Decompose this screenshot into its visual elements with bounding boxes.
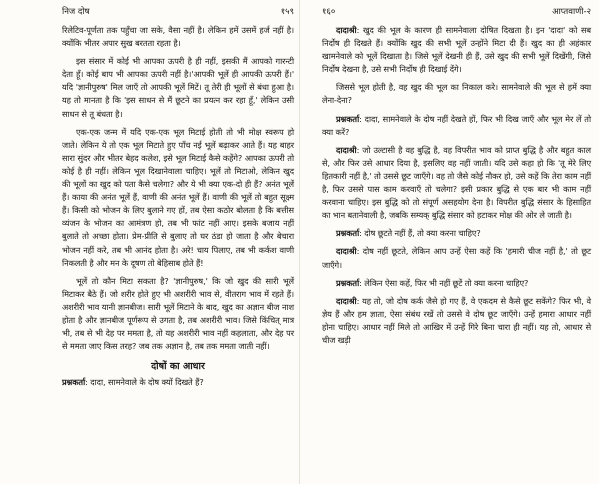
dialogue-text: : खुद की भूल के कारण ही सामनेवाला दोषित दिखता है। इन 'दादा' को सब निर्दोष ही दिखते हैं। क्योंकि खुद की सभी भूलें उन्होंने मिटा दी हैं। खुद का ही अहंकार खामनेवाले को भूलें दिखाता है। जिसे भूलें देखनी ही हैं, उसे खुद की सभी भूलें दिखेंगी, जिसे निर्दोष देखना है, उसे सभी निर्दोष ही दिखाई देंगे। [322,25,591,75]
chapter-title: निज दोष [62,7,90,17]
speaker-label: दादाश्री [336,295,357,306]
dialogue-text: : लेकिन ऐसा कहें, फिर भी नहीं छूटें तो क्या करना चाहिए? [359,277,529,288]
dialogue-text: : जो उल्टासी है वह बुद्धि है, वह विपरीत भाव को प्राप्त बुद्धि है और बहुत काल से, और फिर उसे आधार दिया है, इसलिए वह नहीं जाती। यदि उसे कहा हो कि 'तू मेरे लिए हितकारी नहीं है,' तो उससे छूट जाएँगे। वह तो जैसे कोई नौकर हो, उसे कहें कि तेरा काम नहीं है, फिर उससे पास काम करवाएँ तो चलेगा? इसी प्रकार बुद्धि से एक बार भी काम नहीं करवाना चाहिए। इस बुद्धि को तो संपूर्ण असहयोग देना है। विपरीत बुद्धि संसार के हिसाहित का भान बतानेवाली है, जबकि सम्यक् बुद्धि संसार को हटाकर मोक्ष की ओर ले जाती है। [322,144,591,221]
paragraph: एक-एक जन्म में यदि एक-एक भूल मिटाई होती तो भी मोक्ष स्वरूप हो जाते। लेकिन ये तो एक भूल मिटाते हुए पाँच नई भूलें बढ़ाकर आते हैं। यह बाहर सारा सुंदर और भीतर बेहद कलेश, इसे भूल मिटाई कैसे कहेंगे? आपका ऊपरी तो कोई है ही नहीं। लेकिन भूल दिखानेवाला चाहिए। भूलें तो मिटाओ, लेकिन खुद की भूलों का खुद को पता कैसे चलेगा? और ये भी क्या एक-दो ही हैं? अनंत भूलें हैं। काया की अनंत भूलें हैं, वाणी की अनंत भूलें हैं। वाणी की भूलें तो बहुत सूक्ष्म हैं। किसी को भोजन के लिए बुलाने गए हों, तब ऐसा कठोर बोलता है कि बत्तीस व्यंजन के भोजन का आमंत्रण हो, तब भी फांट नहीं आए। इसके बजाय नहीं बुलाते तो अच्छा होता। प्रेम-प्रीति से बुलाए तो घर ठंडा हो जाता है और बेचारा भोजन नहीं करे, तब भी आनंद होता है। अरे! चाय पिलाए, तब भी कर्कश वाणी निकलती है और मन के दूषण तो बेहिसाब होते हैं! [62,126,294,268]
dialogue-text: : दोष नहीं छूटते, लेकिन आप उन्हें ऐसा कहें कि 'हमारी चीज नहीं है,' तो छूट जाएँगे। [322,246,591,270]
right-page-header [322,6,591,20]
dialogue-block [322,113,591,139]
speaker-label: प्रश्नकर्ता [62,377,86,388]
section-heading: दोषों का आधार [151,361,205,373]
dialogue-text: : दादा, सामनेवाले के दोष नहीं देखते हों, फिर भी दिख जाएँ और भूल मेर लें तो क्या करें? [322,113,591,137]
page-number-left: १५९ [280,7,294,17]
dialogue-text: : दोष छूटते नहीं हैं, तो क्या करना चाहिए? [359,228,481,239]
dialogue-text: : यह तो, जो दोष कर्क जैसे हो गए हैं, वे एकदम से कैसे छूट सकेंगे? फिर भी, वे ज्ञेय हैं और हम ज्ञाता, ऐसा संबंध रखें तो उससे वे दोष छूट जाएँगे। उन्हें हमारा आधार नहीं होना चाहिए। आधार नहीं मिले तो आखिर में उन्हें गिरे बिना चारा ही नहीं। यह तो, आधार से चीज खड़ी [322,295,591,345]
speaker-label: प्रश्नकर्ता [336,228,360,239]
paragraph: रिलेटिव-पूर्णता तक पहुँचा जा सके, वैसा नहीं है। लेकिन हमें उसमें हर्ज नहीं है। क्योंकि भीतर अपार सुख बरतता रहता है। [62,25,294,49]
speaker-label: दादाश्री [336,25,357,35]
dialogue-block [322,295,591,347]
dialogue-block [322,81,591,107]
book-title: आप्तवाणी-२ [552,7,591,17]
dialogue-block [322,227,591,240]
paragraph: भूलें तो कौन मिटा सकता है? 'ज्ञानीपुरुष,' कि जो खुद की सारी भूलें मिटाकर बैठे हैं। जो शरीर होते हुए भी अशरीरी भाव से, वीतराग भाव में रहते हैं। अशरीरी भाव यानी ज्ञानबीज। सारी भूलें मिटाने के बाद, खुद का अज्ञान बीज नाश होता है और ज्ञानबीज पूर्णरूप से उगता है, तब अशरीरी भाव। जिसे किंचित् मात्र भी, तब से भी देह पर ममता है, तो यह अशरीरी भाव नहीं कहलाता, और देह पर से ममता जाए किस तरह? जब तक अज्ञान है, तब तक ममता जाती नहीं। [62,275,294,352]
speaker-label: दादाश्री [336,144,357,155]
dialogue-block [322,24,591,76]
paragraph: इस संसार में कोई भी आपका ऊपरी है ही नहीं, इसकी मैं आपको गारन्टी देता हूँ। कोई बाप भी आपका ऊपरी नहीं है।'आपकी भूलें ही आपकी ऊपरी हैं।' यदि 'ज्ञानीपुरुष' मिल जाएँ तो आपकी भूलें मिटें। तू तेरी ही भूलों से बंधा हुआ है। यह तो मानता है कि 'इस साधन से मैं छूटने का प्रयत्न कर रहा हूँ,' लेकिन उसी साधन से तू बंधता है। [62,56,294,119]
dialogue-block [322,144,591,223]
speaker-label: दादाश्री [336,246,357,257]
left-page-header [62,6,294,20]
speaker-label: प्रश्नकर्ता [336,113,360,124]
dialogue-block [322,245,591,271]
speaker-label: प्रश्नकर्ता [336,277,360,288]
page-number-right: १६० [322,7,336,17]
dialogue-block [322,277,591,290]
question-line [62,376,294,389]
right-page [300,0,599,484]
dialogue-text: जिससे भूल होती है, वह खुद की भूल का निकाल करे। सामनेवाले की भूल से हमें क्या लेना-देना? [322,82,591,106]
question-text: : दादा, सामनेवाले के दोष क्यों दिखते हैं? [85,377,204,388]
